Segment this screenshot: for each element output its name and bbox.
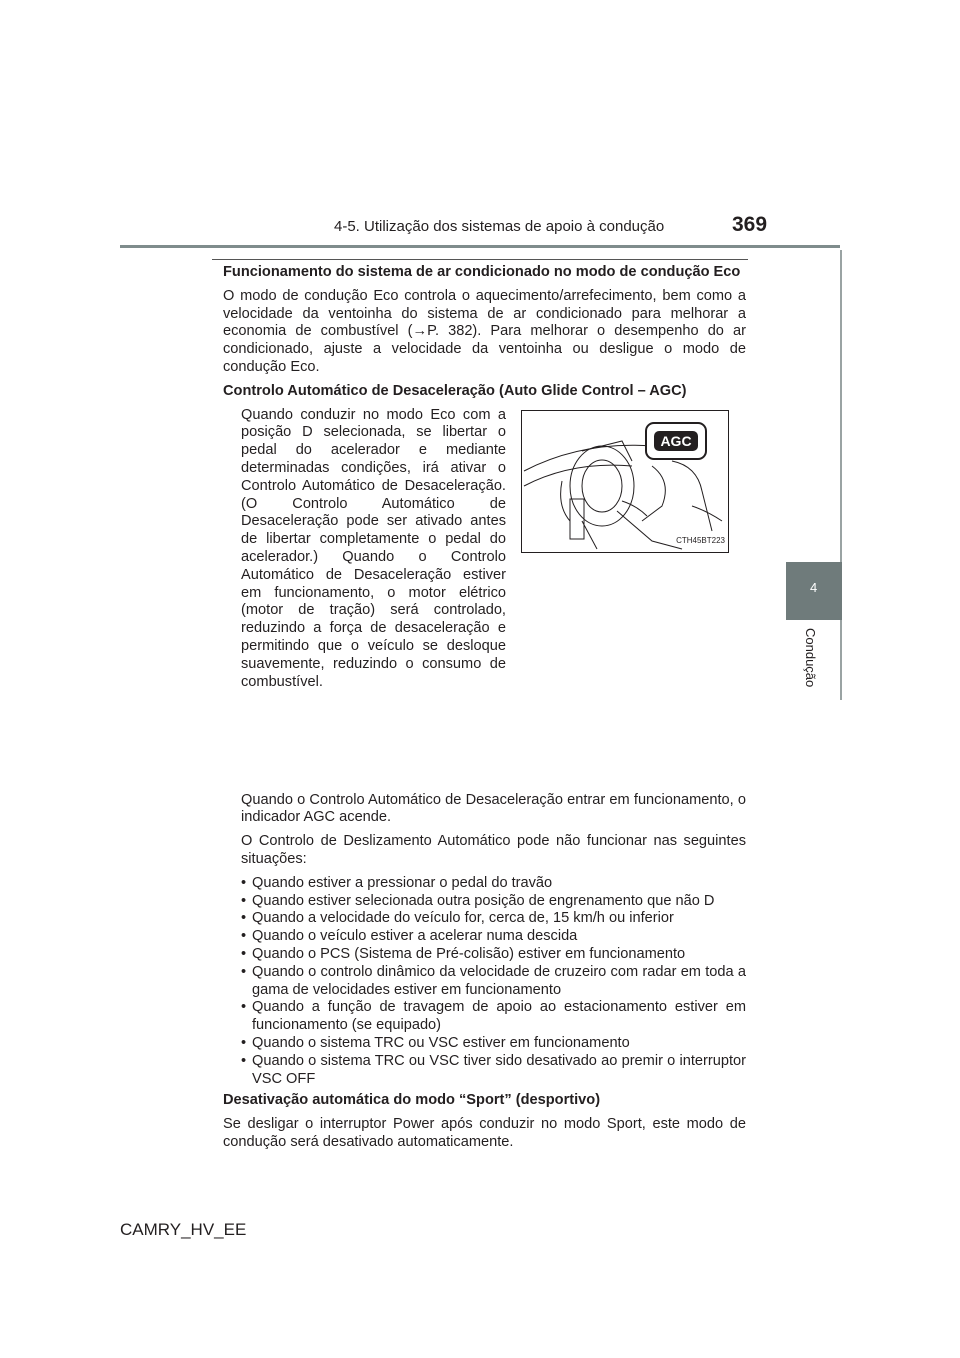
list-item: • Quando o PCS (Sistema de Pré-colisão) estiver em funcionamento [241, 946, 746, 964]
chapter-tab[interactable] [786, 562, 842, 620]
header-section-title: 4-5. Utilização dos sistemas de apoio à condução [334, 218, 665, 235]
dashboard-drawing [522, 411, 728, 552]
chapter-number: 4 [810, 580, 818, 595]
eco-ac-heading: Funcionamento do sistema de ar condicionado no modo de condução Eco [223, 264, 741, 280]
list-item: • Quando a velocidade do veículo for, cerca de, 15 km/h ou inferior [241, 910, 746, 928]
sport-body: Se desligar o interruptor Power após conduzir no modo Sport, este modo de condução será desativado automaticamente. [223, 1116, 746, 1150]
figure-code: CTH45BT223 [676, 535, 725, 545]
list-item: • Quando o veículo estiver a acelerar numa descida [241, 928, 746, 946]
list-item: • Quando o sistema TRC ou VSC tiver sido desativado ao premir o interruptor VSC OFF [241, 1053, 746, 1089]
agc-heading: Controlo Automático de Desaceleração (Auto Glide Control – AGC) [223, 382, 687, 399]
agc-badge-text: AGC [660, 432, 692, 449]
agc-intro-block [223, 407, 746, 792]
chapter-label: Condução [803, 628, 818, 688]
header-rule [120, 245, 840, 248]
list-item: • Quando estiver a pressionar o pedal do travão [241, 875, 746, 893]
agc-illustration [521, 410, 729, 553]
agc-intro-text: Quando conduzir no modo Eco com a posição D selecionada, se libertar o pedal do acelerador e mediante determinadas condições, irá ativar o Controlo Automático de Desaceleração. (O Controlo Automático de Desaceleração pode ser ativado antes de libertar completamente o pedal do acelerador.) Quando o Controlo Automático de Desaceleração estiver em funcionamento, o motor elétrico (motor de tração) será controlado, reduzindo a força de desaceleração e permitindo que o veículo se desloque suavemente, reduzindo o consumo de combustível. [241, 406, 506, 690]
eco-ac-body: O modo de condução Eco controla o aquecimento/arrefecimento, bem como a velocidade da ventoinha do sistema de ar condicionado para melhorar a economia de combustível (→P. 382). Para melhorar o desempenho do ar condicionado, ajuste a velocidade da ventoinha ou desligue o modo de condução Eco. [223, 287, 746, 375]
agc-not-work-list [241, 875, 746, 1089]
page-content [223, 262, 746, 1158]
list-item: • Quando o controlo dinâmico da velocidade de cruzeiro com radar em toda a gama de velocidades estiver em funcionamento [241, 964, 746, 1000]
section-rule [212, 259, 748, 260]
document-code: CAMRY_HV_EE [120, 1220, 247, 1239]
agc-not-work-intro: O Controlo de Deslizamento Automático pode não funcionar nas seguintes situações: [241, 833, 746, 867]
list-item: • Quando estiver selecionada outra posição de engrenamento que não D [241, 893, 746, 911]
agc-indicator-text: Quando o Controlo Automático de Desaceleração entrar em funcionamento, o indicador AGC acende. [241, 791, 746, 826]
page-number: 369 [732, 213, 768, 236]
sport-heading: Desativação automática do modo “Sport” (desportivo) [223, 1092, 601, 1109]
side-line [840, 250, 842, 700]
list-item: • Quando o sistema TRC ou VSC estiver em funcionamento [241, 1035, 746, 1053]
agc-indicator-icon [646, 423, 706, 459]
list-item: • Quando a função de travagem de apoio ao estacionamento estiver em funcionamento (se equipado) [241, 999, 746, 1035]
